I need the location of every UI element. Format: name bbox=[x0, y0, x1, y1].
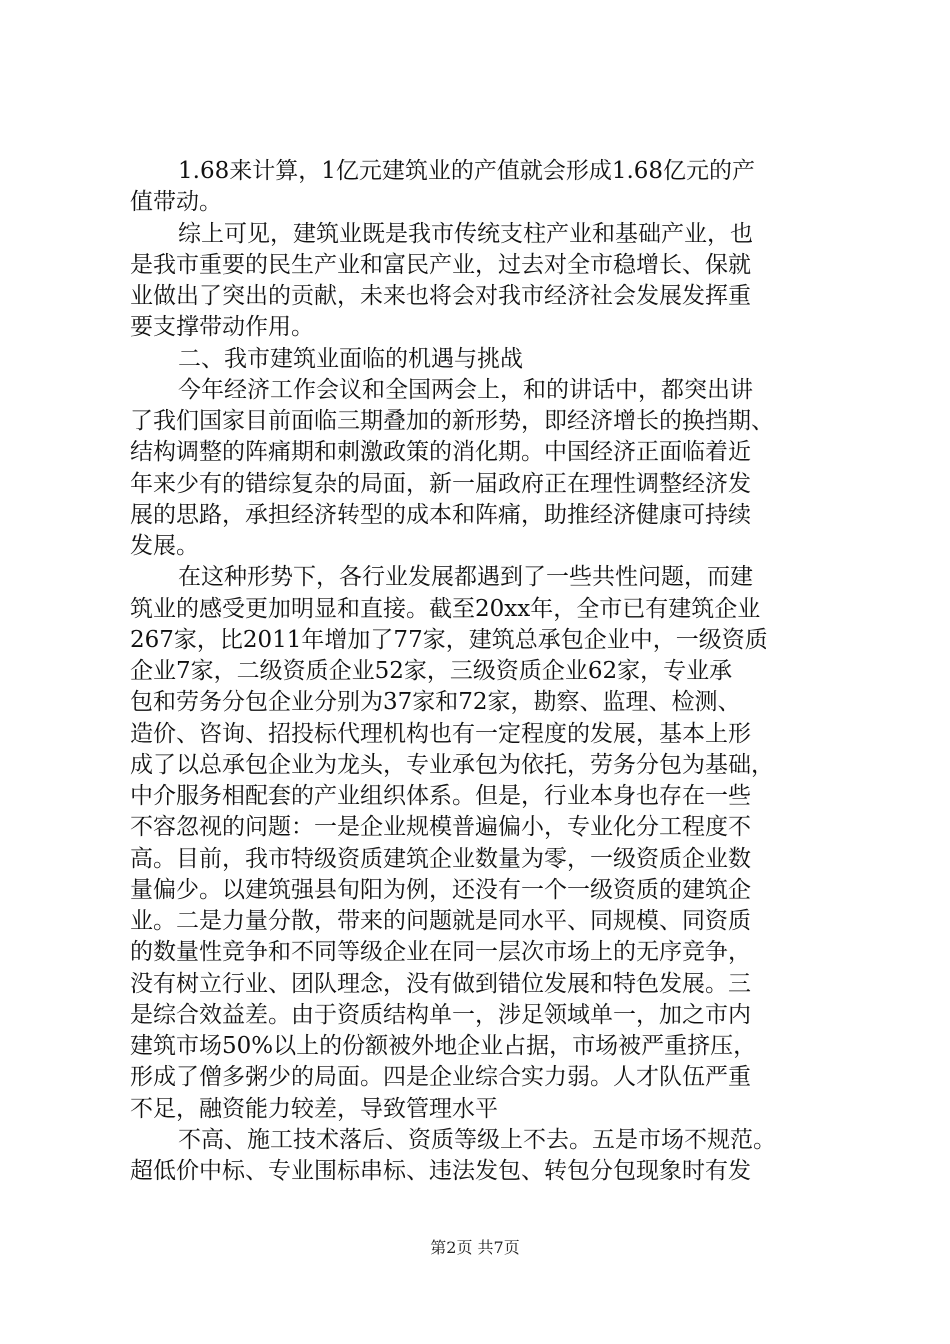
text-line: 结构调整的阵痛期和刺激政策的消化期。中国经济正面临着近 bbox=[130, 439, 751, 465]
text-line: 1.68来计算，1亿元建筑业的产值就会形成1.68亿元的产 bbox=[178, 158, 756, 184]
text-line: 展的思路，承担经济转型的成本和阵痛，助推经济健康可持续 bbox=[130, 502, 751, 528]
text-line: 的数量性竞争和不同等级企业在同一层次市场上的无序竞争， bbox=[130, 939, 751, 965]
section-heading: 二、我市建筑业面临的机遇与挑战 bbox=[178, 346, 523, 372]
text-line: 建筑市场50%以上的份额被外地企业占据，市场被严重挤压， bbox=[130, 1033, 757, 1059]
page-number-footer: 第2页 共7页 bbox=[430, 1238, 520, 1257]
text-line: 成了以总承包企业为龙头，专业承包为依托，劳务分包为基础， bbox=[130, 752, 774, 778]
text-line: 年来少有的错综复杂的局面，新一届政府正在理性调整经济发 bbox=[130, 471, 751, 497]
text-line: 没有树立行业、团队理念，没有做到错位发展和特色发展。三 bbox=[130, 971, 751, 997]
text-line: 是我市重要的民生产业和富民产业，过去对全市稳增长、保就 bbox=[130, 252, 751, 278]
text-line: 267家，比2011年增加了77家，建筑总承包企业中，一级资质 bbox=[130, 627, 768, 653]
text-line: 不高、施工技术落后、资质等级上不去。五是市场不规范。 bbox=[178, 1127, 776, 1153]
text-line: 量偏少。以建筑强县旬阳为例，还没有一个一级资质的建筑企 bbox=[130, 877, 751, 903]
text-line: 值带动。 bbox=[130, 189, 222, 215]
text-line: 形成了僧多粥少的局面。四是企业综合实力弱。人才队伍严重 bbox=[130, 1064, 751, 1090]
text-line: 发展。 bbox=[130, 533, 199, 559]
text-line: 包和劳务分包企业分别为37家和72家，勘察、监理、检测、 bbox=[130, 689, 741, 715]
text-line: 中介服务相配套的产业组织体系。但是，行业本身也存在一些 bbox=[130, 783, 751, 809]
text-line: 业。二是力量分散，带来的问题就是同水平、同规模、同资质 bbox=[130, 908, 751, 934]
text-line: 了我们国家目前面临三期叠加的新形势，即经济增长的换挡期、 bbox=[130, 408, 774, 434]
text-line: 不容忽视的问题：一是企业规模普遍偏小，专业化分工程度不 bbox=[130, 814, 751, 840]
text-line: 业做出了突出的贡献，未来也将会对我市经济社会发展发挥重 bbox=[130, 283, 751, 309]
text-line: 造价、咨询、招投标代理机构也有一定程度的发展，基本上形 bbox=[130, 721, 751, 747]
text-line: 高。目前，我市特级资质建筑企业数量为零，一级资质企业数 bbox=[130, 846, 751, 872]
text-line: 在这种形势下，各行业发展都遇到了一些共性问题，而建 bbox=[178, 564, 753, 590]
text-line: 企业7家，二级资质企业52家，三级资质企业62家，专业承 bbox=[130, 658, 733, 684]
text-line: 筑业的感受更加明显和直接。截至20xx年，全市已有建筑企业 bbox=[130, 596, 761, 622]
text-line: 超低价中标、专业围标串标、违法发包、转包分包现象时有发 bbox=[130, 1158, 751, 1184]
text-line: 综上可见，建筑业既是我市传统支柱产业和基础产业，也 bbox=[178, 221, 753, 247]
text-line: 要支撑带动作用。 bbox=[130, 314, 314, 340]
text-line: 是综合效益差。由于资质结构单一，涉足领域单一，加之市内 bbox=[130, 1002, 751, 1028]
text-line: 不足，融资能力较差，导致管理水平 bbox=[130, 1096, 498, 1122]
text-line: 今年经济工作会议和全国两会上，和的讲话中，都突出讲 bbox=[178, 377, 753, 403]
